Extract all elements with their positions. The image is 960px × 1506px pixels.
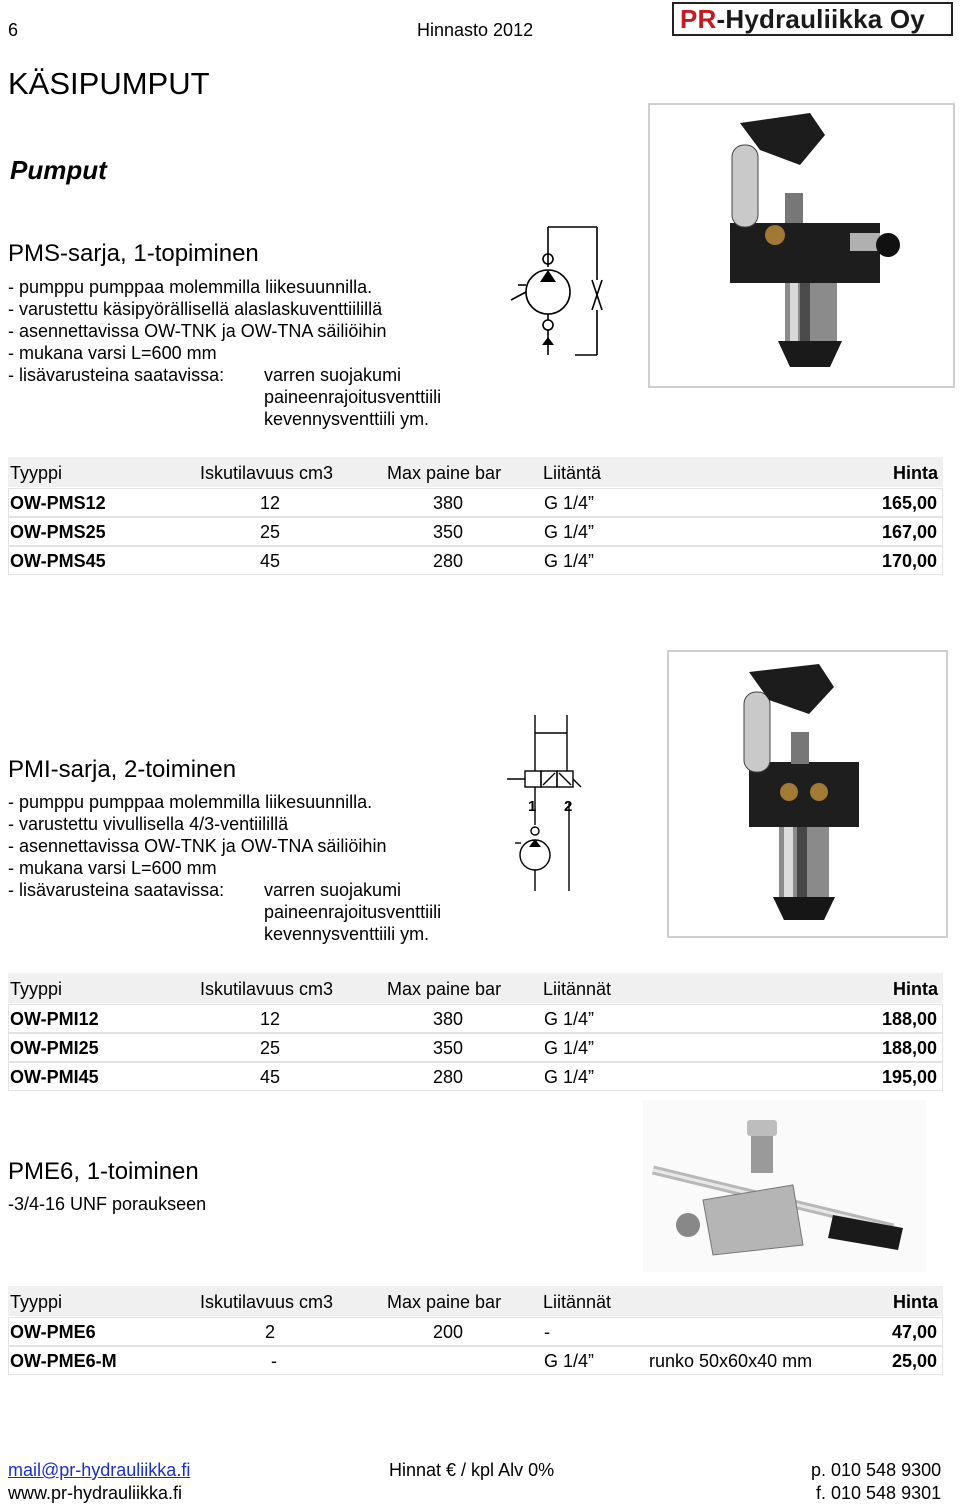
logo-red-text: PR [680, 4, 717, 34]
cell-price: 167,00 [881, 522, 937, 542]
col-header: Liitäntä [543, 463, 602, 483]
website-text: www.pr-hydrauliikka.fi [8, 1483, 183, 1503]
cell-pressure: 380 [433, 493, 464, 513]
page-heading: KÄSIPUMPUT [8, 66, 210, 101]
phone-number: p. 010 548 9300 [811, 1460, 942, 1480]
hydraulic-valve-symbol-icon [505, 713, 585, 893]
col-header: Iskutilavuus cm3 [200, 979, 334, 999]
table-row [8, 1033, 943, 1062]
table-row [8, 1062, 943, 1091]
cell-connection: G 1/4” [544, 1351, 595, 1371]
pms-bullet: - pumppu pumppaa molemmilla liikesuunnilla. [8, 277, 373, 297]
pmi-bullet: - asennettavissa OW-TNK ja OW-TNA säiliöihin [8, 836, 387, 856]
col-header: Liitännät [543, 1292, 612, 1312]
pms-pump-photo [648, 103, 955, 388]
cell-price: 25,00 [891, 1351, 937, 1371]
cell-displacement: 2 [265, 1322, 276, 1342]
pms-title: PMS-sarja, 1-topiminen [8, 240, 259, 267]
pms-bullet: - varustettu käsipyörällisellä alaslaskuventtiilillä [8, 299, 383, 319]
cell-price: 188,00 [881, 1009, 937, 1029]
col-header: Tyyppi [10, 463, 63, 483]
pmi-accessories-label: - lisävarusteina saatavissa: [8, 880, 225, 900]
pms-accessories-label: - lisävarusteina saatavissa: [8, 365, 225, 385]
pme-subtitle: -3/4-16 UNF poraukseen [8, 1194, 207, 1214]
valve-port-label: 1 [528, 798, 537, 815]
col-header: Max paine bar [387, 979, 502, 999]
table-row [8, 1346, 943, 1375]
cell-type: OW-PMI45 [10, 1067, 99, 1087]
cell-pressure: 380 [433, 1009, 464, 1029]
company-logo [672, 2, 953, 36]
cell-connection: G 1/4” [544, 1009, 595, 1029]
catalog-title: Hinnasto 2012 [417, 20, 534, 40]
cell-pressure: 280 [433, 1067, 464, 1087]
col-header: Iskutilavuus cm3 [200, 463, 334, 483]
cell-pressure: 350 [433, 522, 464, 542]
cell-type: OW-PMI12 [10, 1009, 99, 1029]
table-row [8, 546, 943, 575]
cell-type: OW-PMS45 [10, 551, 106, 571]
cell-connection: G 1/4” [544, 1067, 595, 1087]
valve-port-label: 2 [564, 798, 573, 815]
pmi-title: PMI-sarja, 2-toiminen [8, 756, 237, 783]
cell-price: 170,00 [881, 551, 937, 571]
cell-pressure: 200 [433, 1322, 464, 1342]
col-header: Max paine bar [387, 1292, 502, 1312]
pme-table-header [8, 1286, 943, 1316]
prices-note: Hinnat € / kpl Alv 0% [389, 1460, 555, 1480]
logo-rest-text: -Hydrauliikka Oy [716, 4, 925, 34]
pmi-accessory: kevennysventtiili ym. [264, 924, 430, 944]
pms-bullet: - asennettavissa OW-TNK ja OW-TNA säiliöihin [8, 321, 387, 341]
pme-title: PME6, 1-toiminen [8, 1158, 199, 1185]
cell-displacement: - [271, 1351, 277, 1371]
pms-accessory: kevennysventtiili ym. [264, 409, 430, 429]
cell-type: OW-PMS12 [10, 493, 106, 513]
page-number: 6 [8, 20, 19, 40]
section-heading: Pumput [10, 155, 107, 185]
cell-price: 195,00 [881, 1067, 937, 1087]
col-header: Hinta [893, 979, 938, 999]
pme-pump-photo [643, 1100, 926, 1272]
cell-price: 165,00 [881, 493, 937, 513]
col-header: Hinta [893, 463, 938, 483]
fax-number: f. 010 548 9301 [816, 1483, 942, 1503]
col-header: Tyyppi [10, 1292, 63, 1312]
cell-price: 188,00 [881, 1038, 937, 1058]
table-row [8, 1317, 943, 1346]
cell-type: OW-PMS25 [10, 522, 106, 542]
cell-connection: G 1/4” [544, 522, 595, 542]
col-header: Iskutilavuus cm3 [200, 1292, 334, 1312]
cell-price: 47,00 [891, 1322, 937, 1342]
cell-connection: G 1/4” [544, 1038, 595, 1058]
col-header: Liitännät [543, 979, 612, 999]
table-row [8, 488, 943, 517]
pmi-bullet: - mukana varsi L=600 mm [8, 858, 217, 878]
pms-accessory: paineenrajoitusventtiili [264, 387, 442, 407]
col-header: Max paine bar [387, 463, 502, 483]
pmi-accessory: paineenrajoitusventtiili [264, 902, 442, 922]
cell-displacement: 25 [260, 522, 281, 542]
col-header: Hinta [893, 1292, 938, 1312]
cell-note: runko 50x60x40 mm [649, 1351, 813, 1371]
cell-displacement: 12 [260, 493, 281, 513]
cell-displacement: 25 [260, 1038, 281, 1058]
table-row [8, 1004, 943, 1033]
table-row [8, 517, 943, 546]
cell-pressure: 350 [433, 1038, 464, 1058]
email-link[interactable]: mail@pr-hydrauliikka.fi [8, 1460, 191, 1480]
cell-connection: - [544, 1322, 550, 1342]
cell-displacement: 12 [260, 1009, 281, 1029]
pms-table-header [8, 457, 943, 487]
pmi-pump-photo [667, 650, 948, 938]
cell-type: OW-PME6-M [10, 1351, 117, 1371]
cell-connection: G 1/4” [544, 551, 595, 571]
cell-type: OW-PMI25 [10, 1038, 99, 1058]
pmi-bullet: - pumppu pumppaa molemmilla liikesuunnilla. [8, 792, 373, 812]
pms-accessory: varren suojakumi [264, 365, 402, 385]
pms-bullet: - mukana varsi L=600 mm [8, 343, 217, 363]
pmi-accessory: varren suojakumi [264, 880, 402, 900]
cell-connection: G 1/4” [544, 493, 595, 513]
pmi-bullet: - varustettu vivullisella 4/3-ventiilillä [8, 814, 289, 834]
pmi-table-header [8, 973, 943, 1003]
cell-displacement: 45 [260, 551, 281, 571]
col-header: Tyyppi [10, 979, 63, 999]
cell-type: OW-PME6 [10, 1322, 96, 1342]
cell-pressure: 280 [433, 551, 464, 571]
cell-displacement: 45 [260, 1067, 281, 1087]
hydraulic-pump-symbol-icon [505, 225, 605, 357]
